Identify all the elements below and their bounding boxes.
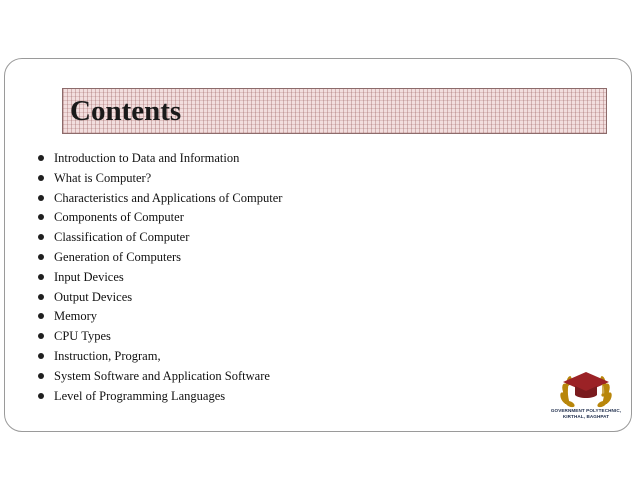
list-item-text: Introduction to Data and Information xyxy=(54,151,240,165)
list-item-text: Output Devices xyxy=(54,289,133,304)
list-item-text: Level of Programming Languages xyxy=(54,388,226,403)
logo-text xyxy=(548,408,624,420)
list-item-text: Generation of Computers xyxy=(54,249,182,264)
cap-icon xyxy=(563,372,609,398)
list-item-text: CPU Types xyxy=(54,329,111,344)
slide-title: Contents xyxy=(70,95,182,127)
bullet-icon xyxy=(38,274,44,280)
bullet-icon xyxy=(38,353,44,359)
list-item-text: Input Devices xyxy=(54,269,124,284)
list-item-text: Instruction, Program, xyxy=(54,348,161,363)
list-item-text: Characteristics and Applications of Computer xyxy=(54,190,283,205)
list-item-text: What is Computer? xyxy=(54,170,152,185)
list-item-text: Memory xyxy=(54,309,98,324)
logo-line-2: KIRTHAL, BAGHPAT xyxy=(562,414,610,419)
bullet-icon xyxy=(38,254,44,260)
bullet-icon xyxy=(38,155,44,161)
bullet-icon xyxy=(38,175,44,181)
bullet-icon xyxy=(38,294,44,300)
logo-line-1: GOVERNMENT POLYTECHNIC, xyxy=(550,408,622,413)
bullet-icon xyxy=(38,393,44,399)
list-item-text: System Software and Application Software xyxy=(54,368,270,383)
list-item-text: Classification of Computer xyxy=(54,230,190,245)
list-item-text: Components of Computer xyxy=(54,210,184,225)
bullet-icon xyxy=(38,195,44,201)
bullet-icon xyxy=(38,373,44,379)
